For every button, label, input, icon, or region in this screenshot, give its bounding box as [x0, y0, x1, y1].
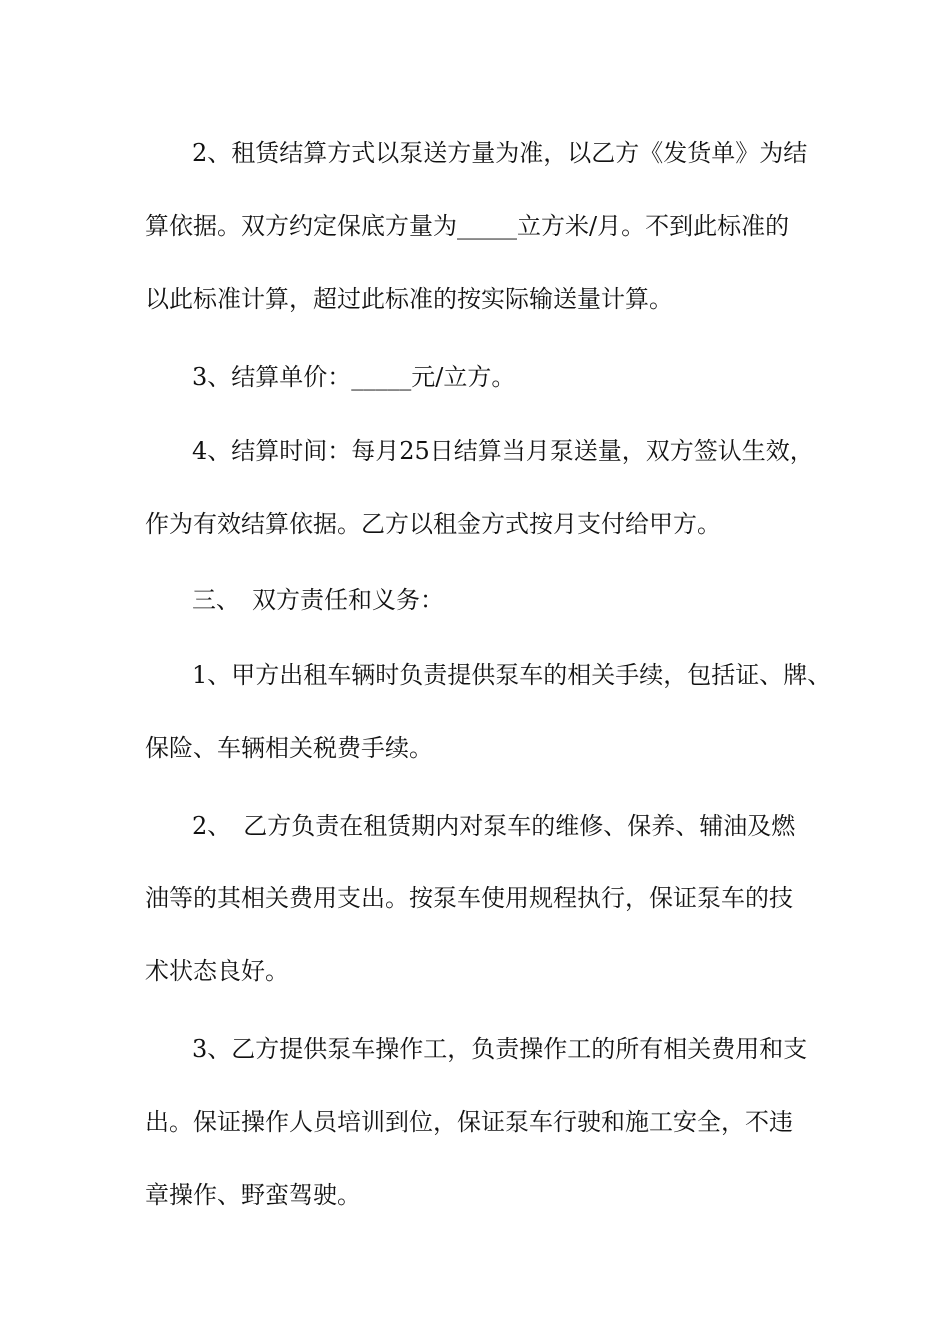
duty-3-line-3: 章操作、野蛮驾驶。 — [145, 1181, 361, 1209]
clause-2-settlement-line-3: 以此标准计算，超过此标准的按实际输送量计算。 — [145, 285, 673, 313]
duty-1-line-1: 1、甲方出租车辆时负责提供泵车的相关手续，包括证、牌、 — [192, 661, 832, 689]
duty-2-line-3: 术状态良好。 — [145, 957, 289, 985]
duty-2-line-1: 2、 乙方负责在租赁期内对泵车的维修、保养、辅油及燃 — [192, 812, 796, 840]
clause-4-settlement-time-line-1: 4、结算时间：每月25日结算当月泵送量，双方签认生效， — [192, 437, 814, 465]
duty-3-line-2: 出。保证操作人员培训到位，保证泵车行驶和施工安全，不违 — [145, 1108, 793, 1136]
duty-3-line-1: 3、乙方提供泵车操作工，负责操作工的所有相关费用和支 — [192, 1035, 808, 1063]
clause-4-settlement-time-line-2: 作为有效结算依据。乙方以租金方式按月支付给甲方。 — [145, 510, 721, 538]
section-heading-responsibilities: 三、 双方责任和义务： — [192, 586, 444, 614]
duty-2-line-2: 油等的其相关费用支出。按泵车使用规程执行，保证泵车的技 — [145, 884, 793, 912]
clause-2-settlement-line-1: 2、租赁结算方式以泵送方量为准，以乙方《发货单》为结 — [192, 139, 808, 167]
clause-3-unit-price: 3、结算单价：_____元/立方。 — [192, 363, 516, 391]
clause-2-settlement-line-2: 算依据。双方约定保底方量为_____立方米/月。不到此标准的 — [145, 212, 790, 240]
duty-1-line-2: 保险、车辆相关税费手续。 — [145, 734, 433, 762]
